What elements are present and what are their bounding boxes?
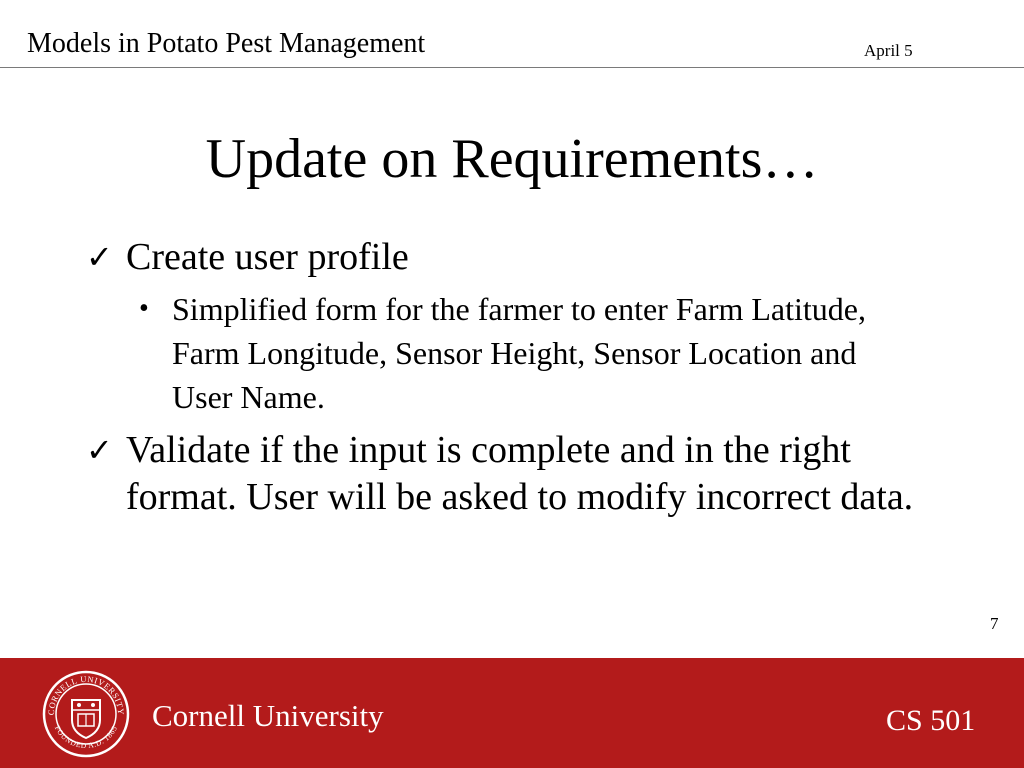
sub-bullet-text: Simplified form for the farmer to enter Farm Latitude, Farm Longitude, Sensor Height, Sensor Location and User Name. (172, 291, 866, 415)
footer-bar (0, 658, 1024, 768)
sub-bullet-item (139, 287, 902, 419)
svg-text:FOUNDED A.D. 1865: FOUNDED A.D. 1865 (52, 724, 120, 751)
header-title: Models in Potato Pest Management (27, 28, 426, 59)
page-number: 7 (990, 614, 999, 633)
course-code: CS 501 (886, 704, 976, 737)
bullet-item (86, 427, 926, 521)
slide-body (86, 234, 926, 521)
cornell-seal-logo (42, 670, 130, 758)
bullet-item (86, 234, 926, 281)
bullet-dot-icon: • (139, 293, 149, 324)
checkmark-icon: ✓ (86, 431, 113, 469)
checkmark-icon: ✓ (86, 238, 113, 276)
header-date: April 5 (864, 41, 913, 60)
bullet-text: Create user profile (126, 236, 409, 278)
header-divider (0, 67, 1024, 68)
university-wordmark: Cornell University (152, 698, 384, 733)
bullet-text: Validate if the input is complete and in the right format. User will be asked to modify incorrect data. (126, 429, 914, 518)
slide-title: Update on Requirements… (205, 128, 819, 190)
svg-text:CORNELL UNIVERSITY: CORNELL UNIVERSITY (45, 673, 127, 716)
